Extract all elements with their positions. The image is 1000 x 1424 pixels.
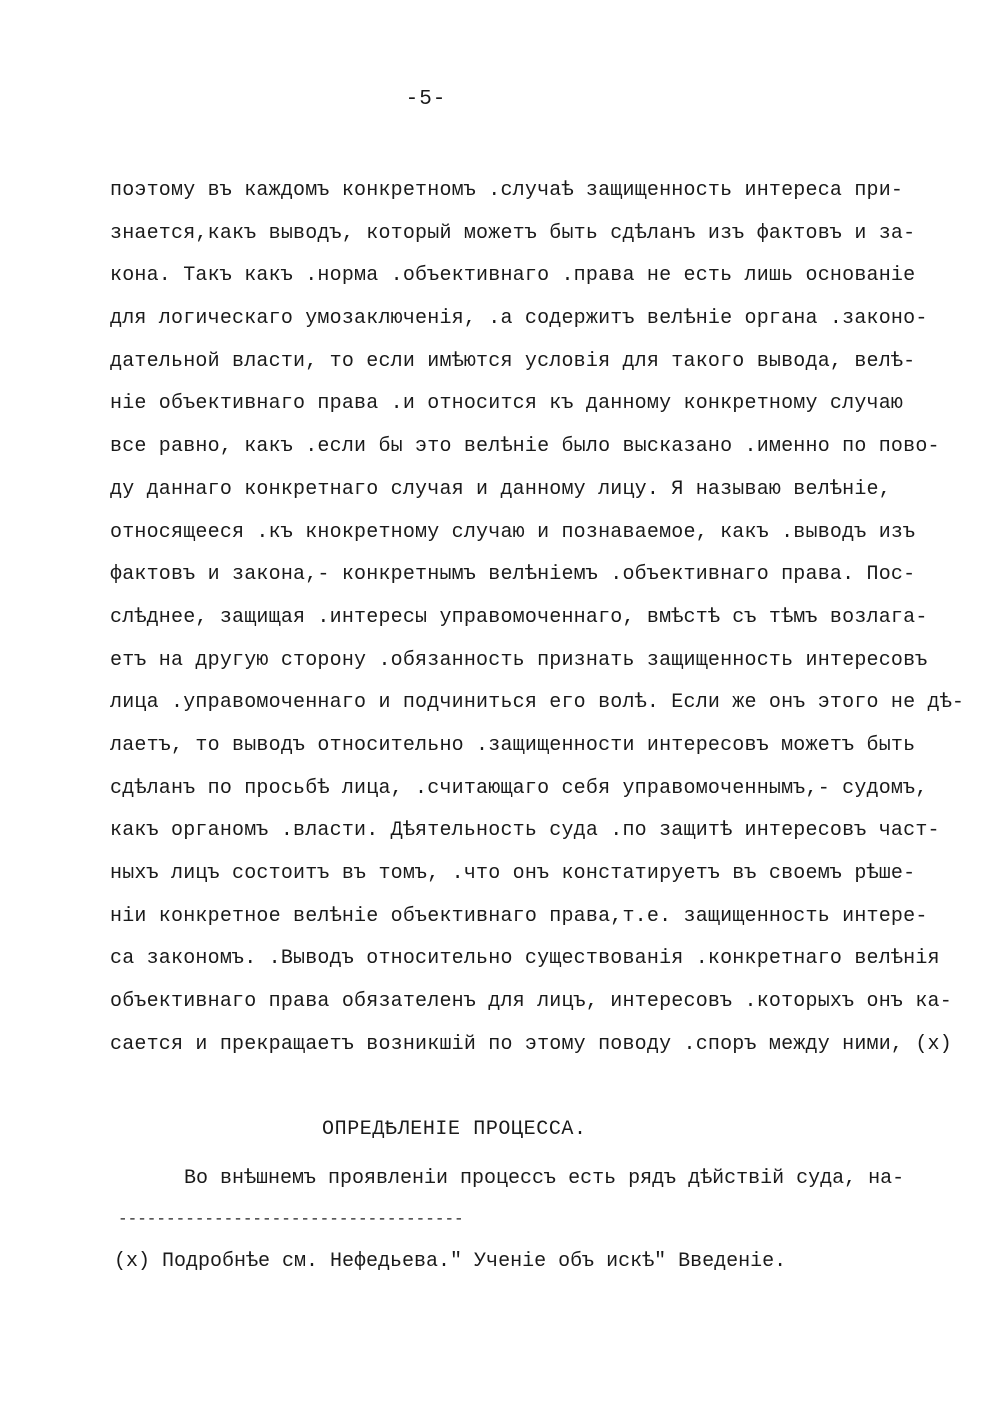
text-line: для логическаго умозаключенія, .а содержитъ велѣніе органа .законо- xyxy=(110,307,928,331)
text-line: сается и прекращаетъ возникшій по этому поводу .споръ между ними, (х) xyxy=(110,1032,952,1056)
text-line: дательной власти, то если имѣются условія для такого вывода, велѣ- xyxy=(110,349,916,373)
main-paragraph xyxy=(110,170,965,1066)
text-line: лица .управомоченнаго и подчиниться его волѣ. Если же онъ этого не дѣ- xyxy=(110,691,965,715)
text-line: объективнаго права обязателенъ для лицъ, интересовъ .которыхъ онъ ка- xyxy=(110,990,952,1014)
text-line: ныхъ лицъ состоитъ въ томъ, .что онъ констатируетъ въ своемъ рѣше- xyxy=(110,862,916,885)
footnote-divider: ------------------------------------ xyxy=(118,1210,464,1228)
page-number: -5- xyxy=(405,88,447,111)
section-first-line: Во внѣшнемъ проявленіи процессъ есть рядъ дѣйствій суда, на- xyxy=(184,1167,905,1190)
footnote: (х) Подробнѣе см. Нефедьева." Ученіе объ искѣ" Введеніе. xyxy=(114,1250,787,1273)
text-line: кона. Такъ какъ .норма .объективнаго .права не есть лишь основаніе xyxy=(110,264,916,288)
text-line: етъ на другую сторону .обязанность признать защищенность интересовъ xyxy=(110,648,928,672)
text-line: ніе объективнаго права .и относится къ данному конкретному случаю xyxy=(110,392,904,416)
text-line: слѣднее, защищая .интересы управомоченнаго, вмѣстѣ съ тѣмъ возлага- xyxy=(110,605,928,629)
text-line: относящееся .къ кнокретному случаю и познаваемое, какъ .выводъ изъ xyxy=(110,520,916,544)
text-line: ду даннаго конкретнаго случая и данному лицу. Я называю велѣніе, xyxy=(110,477,891,501)
section-heading: ОПРЕДѢЛЕНІЕ ПРОЦЕССА. xyxy=(322,1118,587,1141)
text-line: ніи конкретное велѣніе объективнаго права,т.е. защищенность интере- xyxy=(110,904,928,928)
text-line: знается,какъ выводъ, который можетъ быть сдѣланъ изъ фактовъ и за- xyxy=(110,221,916,245)
text-line: лаетъ, то выводъ относительно .защищенности интересовъ можетъ быть xyxy=(110,733,916,757)
text-line: все равно, какъ .если бы это велѣніе было высказано .именно по пово- xyxy=(110,435,940,459)
text-line: са закономъ. .Выводъ относительно существованія .конкретнаго велѣнія xyxy=(110,947,940,971)
text-line: фактовъ и закона,- конкретнымъ велѣніемъ .объективнаго права. Пос- xyxy=(110,563,916,587)
text-line: сдѣланъ по просьбѣ лица, .считающаго себя управомоченнымъ,- судомъ, xyxy=(110,776,928,800)
text-line: поэтому въ каждомъ конкретномъ .случаѣ защищенность интереса при- xyxy=(110,179,904,202)
text-line: какъ органомъ .власти. Дѣятельность суда .по защитѣ интересовъ част- xyxy=(110,819,940,843)
